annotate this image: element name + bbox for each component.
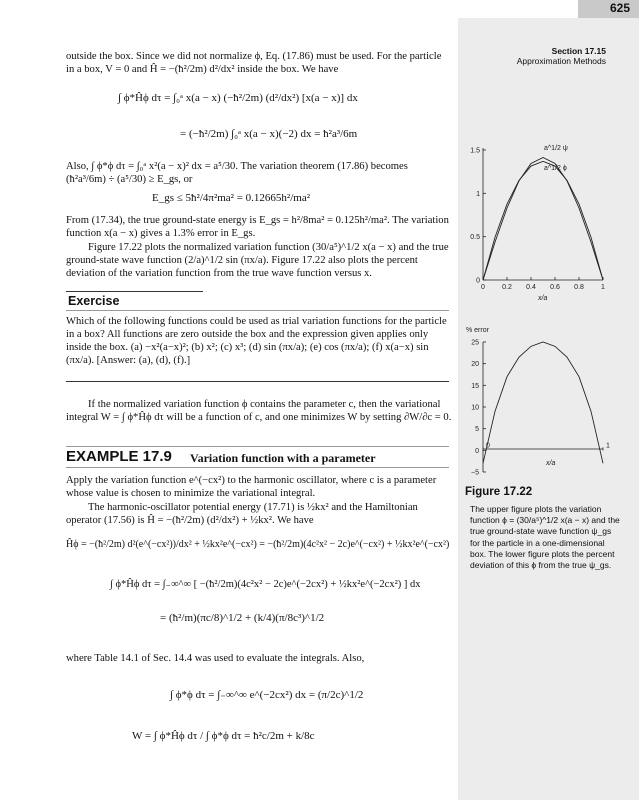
example-para-2-text: The harmonic-oscillator potential energy (17.71) is ½kx² and the Hamiltonian operator (17.56) is Ĥ = −(ħ²/2m) (d²/dx²) + ½kx². We have	[66, 502, 418, 526]
figure-paragraph	[66, 241, 450, 280]
parameter-paragraph	[66, 398, 456, 424]
equation-integral-result: = (−ħ²/2m) ∫₀ᵃ x(a − x)(−2) dx = ħ²a³/6m	[180, 128, 358, 140]
upper-y-tick-label: 0.5	[470, 234, 480, 242]
equation-int-rhs: ∫₋∞^∞ [ −(ħ²/2m)(4c²x² − 2c)e^(−2cx²) + ½kx²e^(−2cx²) ] dx	[162, 579, 421, 590]
error-curve	[483, 342, 603, 463]
upper-y-tick-label: 1	[476, 190, 480, 198]
example-number: EXAMPLE 17.9	[66, 448, 172, 465]
equation-lhs: ∫ ϕ*Ĥϕ dτ =	[118, 92, 171, 104]
equation-normalization: ∫ ϕ*ϕ dτ = ∫₋∞^∞ e^(−2cx²) dx = (π/2c)^1/2	[170, 689, 364, 701]
lower-y-tick-label: 25	[471, 339, 479, 347]
phi-curve	[483, 161, 603, 280]
lower-y-tick-label: 20	[471, 361, 479, 369]
equation-rhs: ∫₀ᵃ x(a − x) (−ħ²/2m) (d²/dx²) [x(a − x)] dx	[173, 92, 358, 104]
lower-y-tick-label: 5	[475, 426, 479, 434]
upper-x-tick-label: 0.4	[526, 284, 536, 291]
intro-paragraph: outside the box. Since we did not normalize ϕ, Eq. (17.86) must be used. For the particle in a box, V = 0 and Ĥ = −(ħ²/2m) d²/dx² inside the box. We have	[66, 51, 442, 75]
lower-x-tick-label: 1	[606, 442, 610, 450]
lower-xlabel: x/a	[546, 460, 556, 467]
section-label: Section 17.15	[551, 46, 606, 56]
example-title: Variation function with a parameter	[190, 451, 376, 465]
equation-integral-phi-h-phi	[110, 578, 450, 591]
exercise-text: Which of the following functions could be used as trial variation functions for the particle in a box? All functions are zero outside the box and the expression given applies only inside the box. (a) −x²(a−x)²; (b) x²; (c) x³; (d) sin (πx/a); (e) cos (πx/a); (f) x(a−x) sin (πx/a). [Answer: (a), (d), (f).]	[66, 316, 447, 366]
exercise-heading: Exercise	[68, 294, 120, 308]
equation-h-phi: Ĥϕ = −(ħ²/2m) d²(e^(−cx²))/dx² + ½kx²e^(−cx²) = −(ħ²/2m)(4c²x² − 2c)e^(−cx²) + ½kx²e^(−cx²)	[66, 539, 450, 550]
equation-int-lhs: ∫ ϕ*Ĥϕ dτ =	[110, 579, 161, 590]
upper-x-tick-label: 0.8	[574, 284, 584, 291]
lower-x-tick-label: 0	[486, 442, 490, 450]
exercise-divider	[66, 310, 449, 311]
page-number: 625	[609, 1, 630, 15]
equation-int-result: = (ħ²/m)(πc/8)^1/2 + (k/4)(π/8c³)^1/2	[160, 612, 325, 624]
example-para-2	[66, 501, 450, 527]
example-rule-top	[66, 446, 449, 447]
figure-paragraph-text: Figure 17.22 plots the normalized variation function (30/a⁵)^1/2 x(a − x) and the true ground-state wave function (2/a)^1/2 sin (πx/a). Figure 17.22 also plots the percent deviation of the variation function from the true wave function versus x.	[66, 242, 449, 279]
egs-inequality: E_gs ≤ 5ħ²/4π²ma² = 0.12665h²/ma²	[152, 192, 311, 204]
example-rule-bottom	[66, 467, 449, 468]
lower-y-tick-label: −5	[471, 469, 479, 477]
upper-y-tick-label: 1.5	[470, 147, 480, 155]
lower-ylabel: % error	[466, 327, 489, 334]
upper-wavefunction-chart	[458, 140, 639, 305]
parameter-paragraph-text: If the normalized variation function ϕ contains the parameter c, then the variational integral W = ∫ ϕ*Ĥϕ dτ will be a function of c, and one minimizes W by setting ∂W/∂c = 0.	[66, 399, 452, 423]
upper-xlabel: x/a	[538, 295, 548, 302]
also-paragraph: Also, ∫ ϕ*ϕ dτ = ∫₀ᵃ x²(a − x)² dx = a⁵/30. The variation theorem (17.86) becomes (ħ²a³/6m) ÷ (a⁵/30) ≥ E_gs, or	[66, 161, 408, 185]
lower-error-chart	[458, 322, 639, 482]
upper-x-tick-label: 0.2	[502, 284, 512, 291]
example-para-1: Apply the variation function e^(−cx²) to the harmonic oscillator, where c is a parameter whose value is chosen to minimize the variational integral.	[66, 475, 437, 499]
exercise-rule	[66, 291, 203, 292]
table-sentence: where Table 14.1 of Sec. 14.4 was used to evaluate the integrals. Also,	[66, 653, 365, 664]
psi-annotation: a^1/2 ψ	[544, 145, 568, 152]
true-energy-paragraph: From (17.34), the true ground-state energy is E_gs = h²/8ma² = 0.125h²/ma². The variation function x(a − x) gives a 1.3% error in E_gs.	[66, 215, 449, 239]
upper-x-tick-label: 1	[601, 284, 605, 291]
lower-y-tick-label: 10	[471, 404, 479, 412]
figure-label: Figure 17.22	[465, 486, 533, 498]
figure-caption: The upper figure plots the variation function ϕ = (30/a⁵)^1/2 x(a − x) and the true ground-state wave function ψ_gs for the particle in a one-dimensional box. The lower figure plots the percent deviation of this ϕ from the true ψ_gs.	[470, 504, 620, 571]
phi-annotation: a^1/2 ϕ	[544, 165, 567, 172]
exercise-end-rule	[66, 381, 449, 382]
section-title: Approximation Methods	[516, 56, 606, 66]
upper-x-tick-label: 0.6	[550, 284, 560, 291]
equation-w: W = ∫ ϕ*Ĥϕ dτ / ∫ ϕ*ϕ dτ = ħ²c/2m + k/8c	[132, 730, 315, 742]
header-bar	[0, 0, 639, 18]
equation-integral-h	[118, 92, 358, 104]
lower-y-tick-label: 15	[471, 382, 479, 390]
upper-x-tick-label: 0	[481, 284, 485, 291]
psi-curve	[483, 157, 603, 280]
lower-y-tick-label: 0	[475, 447, 479, 455]
upper-y-tick-label: 0	[476, 277, 480, 285]
